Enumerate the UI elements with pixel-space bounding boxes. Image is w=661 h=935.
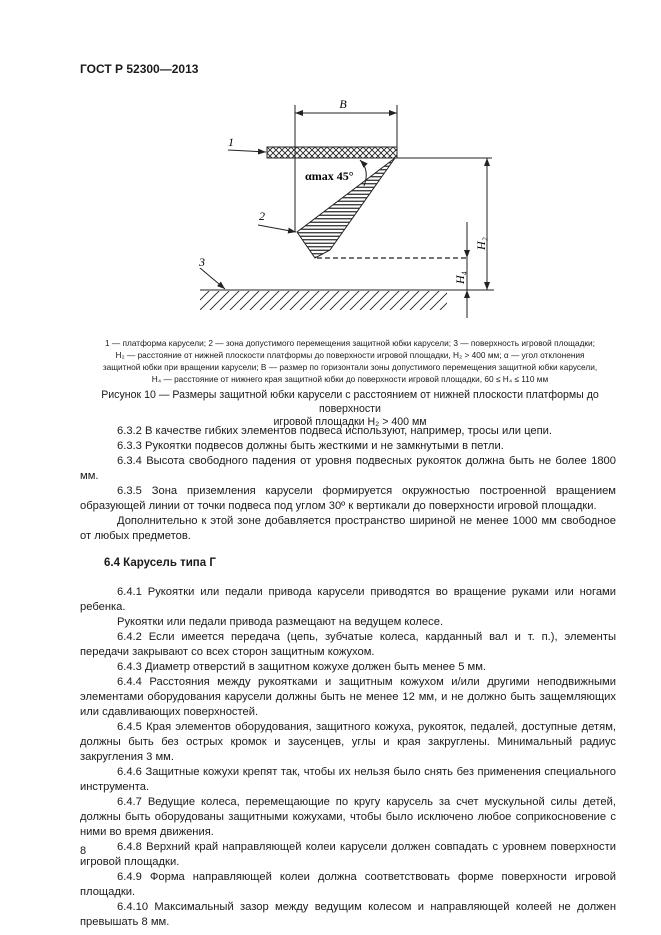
label-alpha: αmax 45° [305, 169, 354, 183]
figure-legend [75, 337, 625, 385]
paragraph-6-4-1-b: Рукоятки или педали привода размещают на ведущем колесе. [117, 616, 444, 628]
paragraph-6-3-5-addendum: Дополнительно к этой зоне добавляется пространство шириной не менее 1000 мм свободное от любых предметов. [80, 515, 616, 542]
label-h4: H₄ [453, 271, 467, 284]
page-number: 8 [80, 845, 87, 857]
document-header: ГОСТ Р 52300—2013 [80, 62, 199, 76]
paragraph-6-4-2: 6.4.2 Если имеется передача (цепь, зубчатые колеса, карданный вал и т. п.), элементы передачи закрывают со всех сторон защитным кожухом. [80, 631, 616, 658]
playground-surface-3 [200, 291, 447, 310]
body-text [80, 424, 616, 930]
figure-10-diagram [0, 0, 661, 335]
paragraph-6-4-10: 6.4.10 Максимальный зазор между ведущим колесом и направляющей колеей не должен превышать 8 мм. [80, 901, 616, 928]
paragraph-6-3-3: 6.3.3 Рукоятки подвесов должны быть жесткими и не замкнутыми в петли. [117, 440, 504, 452]
paragraph-6-4-3: 6.4.3 Диаметр отверстий в защитном кожухе должен быть менее 5 мм. [117, 661, 487, 673]
paragraph-6-4-6: 6.4.6 Защитные кожухи крепят так, чтобы их нельзя было снять без применения специального инструмента. [80, 766, 616, 793]
paragraph-6-4-1: 6.4.1 Рукоятки или педали привода карусели приводятся во вращение руками или ногами ребенка. [80, 586, 616, 613]
legend-line: защитной юбки при вращении карусели; B — размер по горизонтали зоны допустимого перемещения защитной юбки карусели, [102, 362, 598, 372]
paragraph-6-3-4: 6.3.4 Высота свободного падения от уровня подвесных рукояток должна быть не более 1800 мм. [80, 455, 616, 482]
paragraph-6-3-5: 6.3.5 Зона приземления карусели формируется окружностью построенной вращением образующей линии от точки подвеса под углом 30º к вертикали до поверхности игровой площадки. [80, 485, 616, 512]
label-h2: H₂ [474, 237, 488, 250]
paragraph-6-4-5: 6.4.5 Края элементов оборудования, защитного кожуха, рукояток, педалей, доступные детям, должны быть без острых кромок и заусенцев, углы и края закруглены. Минимальный радиус закругления 3 мм. [80, 721, 616, 763]
section-heading-6-4: 6.4 Карусель типа Г [104, 557, 216, 569]
legend-line: H₂ — расстояние от нижней плоскости платформы до поверхности игровой площадки, H₂ > 400 мм; α — угол отклонения [115, 350, 585, 360]
label-b: B [339, 97, 347, 111]
legend-line: H₄ — расстояние от нижнего края защитной юбки до поверхности игровой площадки, 60 ≤ H₄ ≤ 110 мм [151, 374, 549, 384]
paragraph-6-4-7: 6.4.7 Ведущие колеса, перемещающие по кругу карусель за счет мускульной силы детей, должны быть оборудованы защитными кожухами, чтобы было исключено любое соприкосновение с ними во время движения. [80, 796, 616, 838]
paragraph-6-3-2: 6.3.2 В качестве гибких элементов подвеса используют, например, тросы или цепи. [117, 425, 552, 437]
paragraph-6-4-8: 6.4.8 Верхний край направляющей колеи карусели должен совпадать с уровнем поверхности игровой площадки. [80, 841, 616, 868]
paragraph-6-4-9: 6.4.9 Форма направляющей колеи должна соответствовать форме поверхности игровой площадки. [80, 871, 616, 898]
paragraph-6-4-4: 6.4.4 Расстояния между рукоятками и защитным кожухом и/или другими неподвижными элементами оборудования карусели должны быть не менее 12 мм, и не должно быть защемляющих или сдавливающих поверхностей. [80, 676, 616, 718]
caption-line: игровой площадки H₂ > 400 мм [273, 416, 427, 428]
label-3: 3 [199, 255, 205, 269]
label-2: 2 [259, 209, 265, 223]
platform-1 [267, 147, 397, 158]
legend-line: 1 — платформа карусели; 2 — зона допустимого перемещения защитной юбки карусели; 3 — поверхность игровой площадки; [105, 338, 595, 348]
label-1: 1 [228, 135, 234, 149]
caption-line: Рисунок 10 — Размеры защитной юбки карусели с расстоянием от нижней плоскости платформы до поверхности [101, 389, 599, 415]
